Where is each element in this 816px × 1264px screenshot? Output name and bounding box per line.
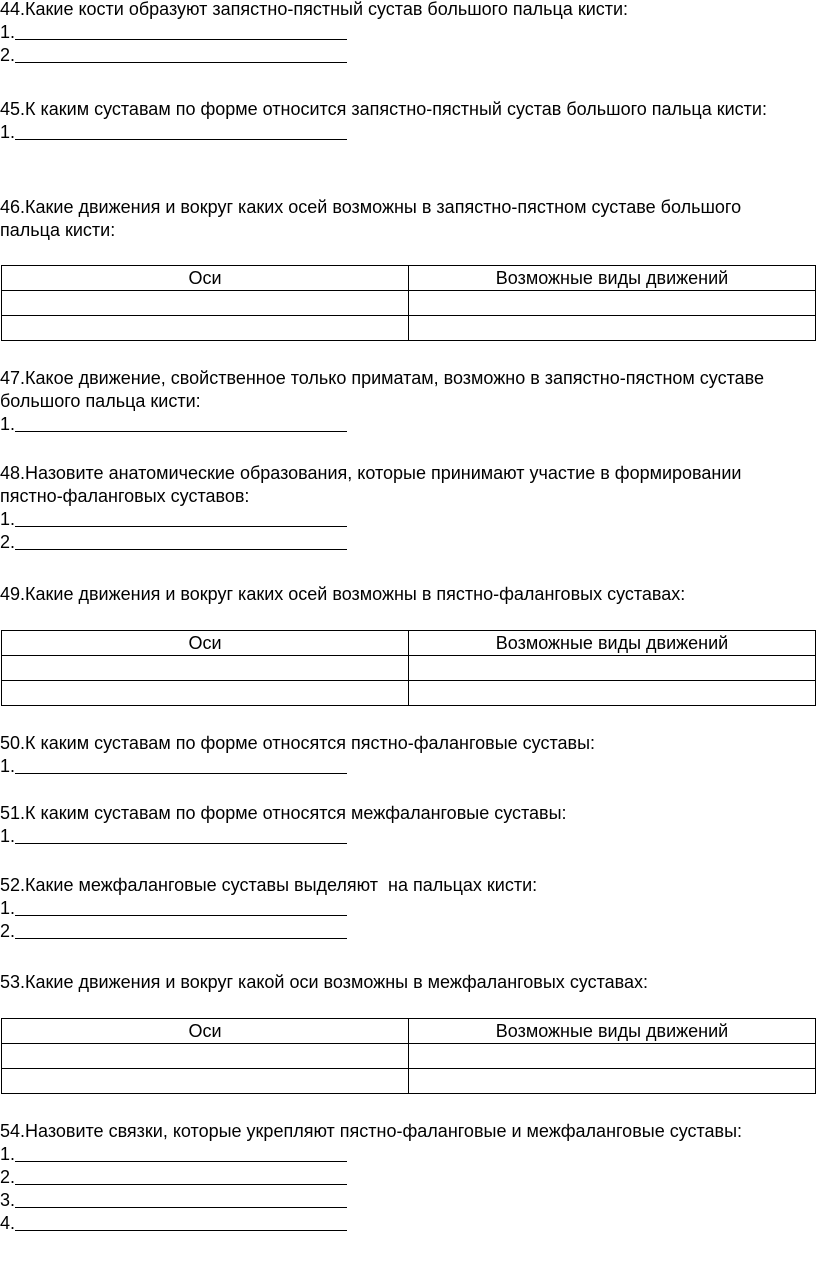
- table-row: [2, 291, 816, 316]
- question-50: [0, 732, 816, 778]
- answer-number: 1.: [0, 122, 16, 142]
- table-cell[interactable]: [2, 1069, 409, 1094]
- answer-line[interactable]: [0, 825, 816, 848]
- header-axes: Оси: [2, 631, 409, 656]
- answer-number: 2.: [0, 532, 16, 552]
- axes-movements-table: [1, 1018, 816, 1094]
- question-text: 44.Какие кости образуют запястно-пястный сустав большого пальца кисти:: [0, 0, 629, 19]
- answer-blank[interactable]: [15, 508, 347, 527]
- question-52: [0, 874, 816, 943]
- answer-line[interactable]: [0, 1212, 816, 1235]
- table-header-row: [2, 1019, 816, 1044]
- question-text: 51.К каким суставам по форме относятся межфаланговые суставы:: [0, 803, 567, 823]
- answer-number: 1.: [0, 414, 16, 434]
- answer-number: 2.: [0, 921, 16, 941]
- table-cell[interactable]: [2, 316, 409, 341]
- axes-movements-table: [1, 630, 816, 706]
- question-text: 46.Какие движения и вокруг каких осей возможны в запястно-пястном суставе большого пальца кисти:: [0, 197, 742, 240]
- answer-line[interactable]: [0, 531, 816, 554]
- answer-number: 1.: [0, 826, 16, 846]
- question-text: 52.Какие межфаланговые суставы выделяют на пальцах кисти:: [0, 875, 538, 895]
- answer-blank[interactable]: [15, 121, 347, 140]
- question-53: [0, 971, 816, 994]
- answer-number: 3.: [0, 1190, 16, 1210]
- answer-blank[interactable]: [15, 897, 347, 916]
- answer-number: 1.: [0, 22, 16, 42]
- answer-blank[interactable]: [15, 1143, 347, 1162]
- question-47: [0, 367, 816, 436]
- answer-blank[interactable]: [15, 44, 347, 63]
- table-cell[interactable]: [409, 316, 816, 341]
- answer-number: 2.: [0, 45, 16, 65]
- table-cell[interactable]: [409, 1069, 816, 1094]
- header-axes: Оси: [2, 1019, 409, 1044]
- table-header-row: [2, 631, 816, 656]
- answer-number: 2.: [0, 1167, 16, 1187]
- table-cell[interactable]: [2, 681, 409, 706]
- answer-line[interactable]: [0, 1166, 816, 1189]
- answer-blank[interactable]: [15, 1166, 347, 1185]
- answer-number: 1.: [0, 898, 16, 918]
- header-axes: Оси: [2, 266, 409, 291]
- table-row: [2, 656, 816, 681]
- question-48: [0, 462, 816, 554]
- answer-line[interactable]: [0, 897, 816, 920]
- question-54: [0, 1120, 816, 1235]
- header-movements: Возможные виды движений: [409, 631, 816, 656]
- table-row: [2, 1044, 816, 1069]
- table-cell[interactable]: [2, 656, 409, 681]
- question-text: 49.Какие движения и вокруг каких осей возможны в пястно-фаланговых суставах:: [0, 584, 686, 604]
- question-51: [0, 802, 816, 848]
- question-49: [0, 583, 816, 606]
- question-text: 47.Какое движение, свойственное только приматам, возможно в запястно-пястном суставе большого пальца кисти:: [0, 368, 764, 411]
- answer-blank[interactable]: [15, 413, 347, 432]
- answer-line[interactable]: [0, 755, 816, 778]
- header-movements: Возможные виды движений: [409, 266, 816, 291]
- question-45: [0, 98, 816, 144]
- answer-line[interactable]: [0, 413, 816, 436]
- answer-blank[interactable]: [15, 755, 347, 774]
- answer-line[interactable]: [0, 44, 816, 67]
- question-text: 53.Какие движения и вокруг какой оси возможны в межфаланговых суставах:: [0, 972, 649, 992]
- table-cell[interactable]: [409, 656, 816, 681]
- answer-number: 4.: [0, 1213, 16, 1233]
- table-row: [2, 316, 816, 341]
- answer-line[interactable]: [0, 1143, 816, 1166]
- table-row: [2, 681, 816, 706]
- question-text: 45.К каким суставам по форме относится запястно-пястный сустав большого пальца кисти:: [0, 99, 767, 119]
- question-text: 50.К каким суставам по форме относятся пястно-фаланговые суставы:: [0, 733, 596, 753]
- answer-blank[interactable]: [15, 1189, 347, 1208]
- answer-line[interactable]: [0, 21, 816, 44]
- question-text: 48.Назовите анатомические образования, которые принимают участие в формировании пястно-фаланговых суставов:: [0, 463, 742, 506]
- question-text: 54.Назовите связки, которые укрепляют пястно-фаланговые и межфаланговые суставы:: [0, 1121, 743, 1141]
- answer-blank[interactable]: [15, 825, 347, 844]
- table-cell[interactable]: [2, 291, 409, 316]
- answer-line[interactable]: [0, 1189, 816, 1212]
- table-header-row: [2, 266, 816, 291]
- question-44: [0, 0, 816, 67]
- header-movements: Возможные виды движений: [409, 1019, 816, 1044]
- table-cell[interactable]: [409, 681, 816, 706]
- answer-number: 1.: [0, 509, 16, 529]
- table-cell[interactable]: [2, 1044, 409, 1069]
- answer-blank[interactable]: [15, 920, 347, 939]
- answer-blank[interactable]: [15, 531, 347, 550]
- table-cell[interactable]: [409, 291, 816, 316]
- answer-number: 1.: [0, 1144, 16, 1164]
- answer-line[interactable]: [0, 508, 816, 531]
- answer-line[interactable]: [0, 121, 816, 144]
- answer-number: 1.: [0, 756, 16, 776]
- question-46: [0, 196, 816, 242]
- axes-movements-table: [1, 265, 816, 341]
- answer-blank[interactable]: [15, 1212, 347, 1231]
- answer-blank[interactable]: [15, 21, 347, 40]
- table-row: [2, 1069, 816, 1094]
- answer-line[interactable]: [0, 920, 816, 943]
- table-cell[interactable]: [409, 1044, 816, 1069]
